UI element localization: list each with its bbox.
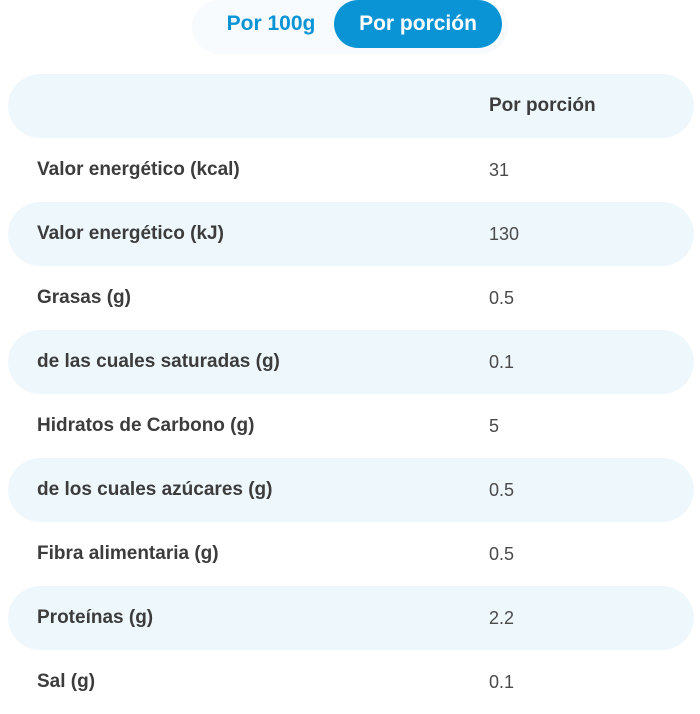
nutrition-table	[8, 74, 694, 714]
table-row	[8, 202, 694, 266]
column-header-per-portion: Por porción	[489, 95, 596, 116]
nutrient-value: 0.1	[489, 351, 515, 372]
per-100g-button[interactable]: Por 100g	[226, 12, 316, 35]
nutrient-value: 2.2	[489, 607, 515, 628]
nutrient-value: 0.5	[489, 543, 515, 564]
nutrient-label: Valor energético (kJ)	[37, 223, 224, 244]
table-row	[8, 522, 694, 586]
table-row	[8, 394, 694, 458]
nutrient-label: Fibra alimentaria (g)	[37, 543, 219, 564]
nutrient-label: de los cuales azúcares (g)	[37, 479, 273, 500]
table-row	[8, 138, 694, 202]
nutrient-label: Proteínas (g)	[37, 607, 154, 628]
nutrient-value: 31	[489, 159, 510, 180]
table-header-row	[8, 74, 694, 138]
table-row	[8, 330, 694, 394]
table-row	[8, 266, 694, 330]
nutrient-value: 130	[489, 223, 520, 244]
table-row	[8, 650, 694, 714]
nutrient-label: Sal (g)	[37, 671, 96, 692]
table-row	[8, 458, 694, 522]
nutrient-label: Hidratos de Carbono (g)	[37, 415, 255, 436]
per-portion-button[interactable]: Por porción	[334, 0, 502, 48]
table-row	[8, 586, 694, 650]
nutrient-label: Valor energético (kcal)	[37, 159, 240, 180]
nutrient-value: 5	[489, 415, 500, 436]
unit-toggle	[192, 0, 508, 54]
nutrient-label: de las cuales saturadas (g)	[37, 351, 280, 372]
nutrient-value: 0.1	[489, 671, 515, 692]
nutrient-label: Grasas (g)	[37, 287, 131, 308]
nutrient-value: 0.5	[489, 287, 515, 308]
nutrient-value: 0.5	[489, 479, 515, 500]
